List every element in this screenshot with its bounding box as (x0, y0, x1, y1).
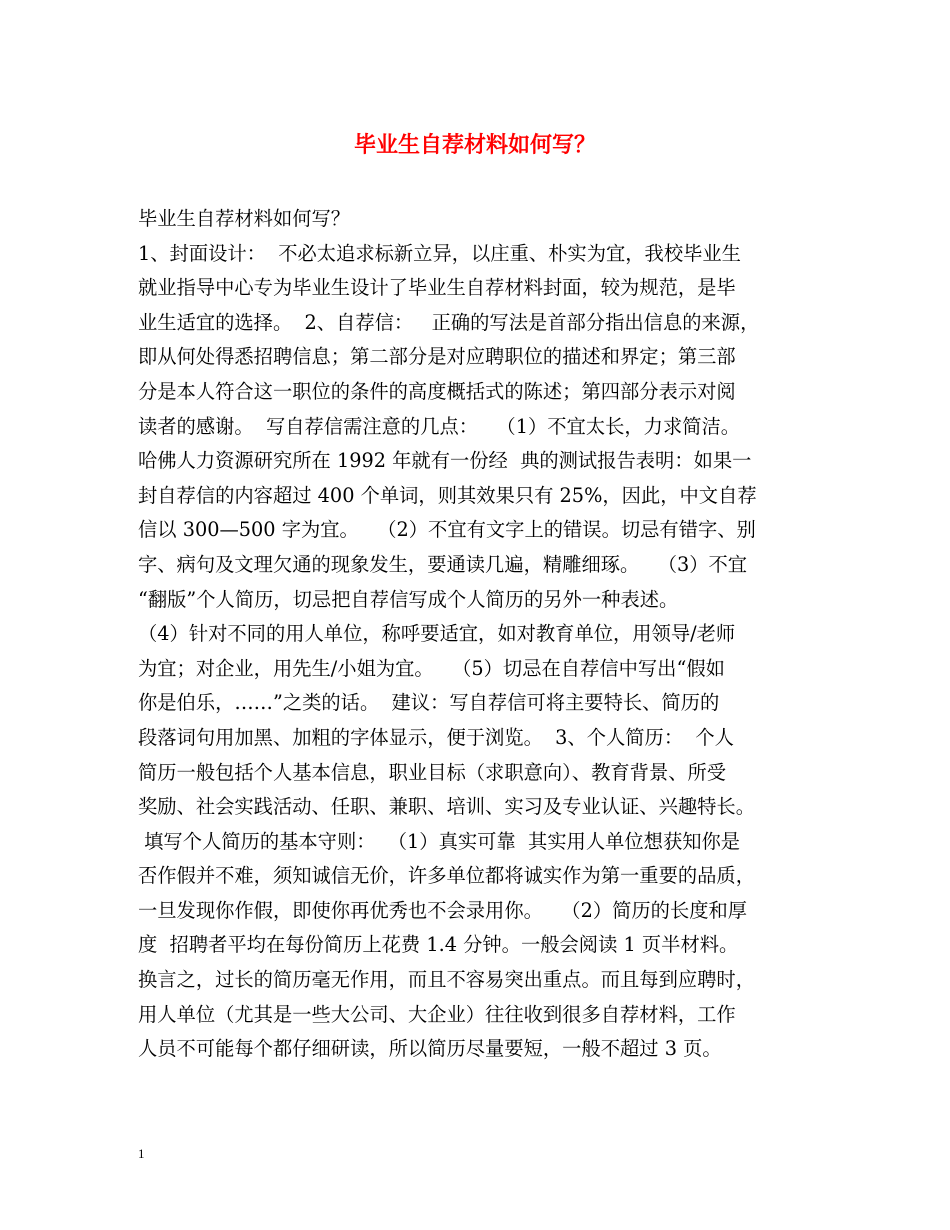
body-text-line: 毕业生自荐材料如何写？ (138, 207, 351, 230)
body-text-line: 奖励、社会实践活动、任职、兼职、培训、实习及专业认证、兴趣特长。 (138, 795, 755, 819)
body-text-line: 填写个人简历的基本守则： （1）真实可靠 其实用人单位想获知你是 (138, 829, 741, 853)
body-text-line: （4）针对不同的用人单位，称呼要适宜，如对教育单位，用领导/老师 (138, 622, 736, 646)
document-body (138, 202, 828, 1067)
body-text-line: 就业指导中心专为毕业生设计了毕业生自荐材料封面，较为规范，是毕 (138, 276, 736, 300)
body-text-line: 简历一般包括个人基本信息，职业目标（求职意向）、教育背景、所受 (138, 760, 727, 784)
body-text-line: 用人单位（尤其是一些大公司、大企业）往往收到很多自荐材料，工作 (138, 1002, 736, 1026)
body-text-line: 度 招聘者平均在每份简历上花费 1.4 分钟。一般会阅读 1 页半材料。 (138, 933, 739, 957)
body-text-line: 封自荐信的内容超过 400 个单词，则其效果只有 25%，因此，中文自荐 (138, 483, 757, 507)
body-text-line: 字、病句及文理欠通的现象发生，要通读几遍，精雕细琢。 （3）不宜 (138, 552, 748, 576)
document-title: 毕业生自荐材料如何写？ (353, 132, 596, 158)
body-text-line: 哈佛人力资源研究所在 1992 年就有一份经 典的测试报告表明：如果一 (138, 449, 752, 473)
body-text-line: 段落词句用加黑、加粗的字体显示，便于浏览。 3、个人简历： 个人 (138, 725, 734, 749)
body-text-line: 即从何处得悉招聘信息；第二部分是对应聘职位的描述和界定；第三部 (138, 345, 736, 369)
body-text-line: 分是本人符合这一职位的条件的高度概括式的陈述；第四部分表示对阅 (138, 379, 736, 403)
body-text-line: 1、封面设计： 不必太追求标新立异，以庄重、朴实为宜，我校毕业生 (138, 241, 741, 265)
body-text-line: 业生适宜的选择。 2、自荐信： 正确的写法是首部分指出信息的来源， (138, 310, 760, 334)
page-number: 1 (138, 1146, 145, 1161)
body-text-line: 读者的感谢。 写自荐信需注意的几点： （1）不宜太长，力求简洁。 (138, 414, 741, 438)
body-text-line: 人员不可能每个都仔细研读，所以简历尽量要短，一般不超过 3 页。 (138, 1037, 722, 1061)
body-text-line: 否作假并不难，须知诚信无价，许多单位都将诚实作为第一重要的品质， (138, 864, 755, 888)
body-text-line: 为宜；对企业，用先生/小姐为宜。 （5）切忌在自荐信中写出“假如 (138, 656, 725, 680)
body-text-line: 你是伯乐，……”之类的话。 建议：写自荐信可将主要特长、简历的 (138, 691, 720, 715)
body-text-line: 换言之，过长的简历毫无作用，而且不容易突出重点。而且每到应聘时， (138, 968, 755, 992)
body-text-line: 信以 300—500 字为宜。 （2）不宜有文字上的错误。切忌有错字、别 (138, 518, 756, 542)
body-text-line: “翻版”个人简历，切忌把自荐信写成个人简历的另外一种表述。 (138, 587, 679, 611)
body-text-line: 一旦发现你作假，即使你再优秀也不会录用你。 （2）简历的长度和厚 (138, 898, 748, 922)
